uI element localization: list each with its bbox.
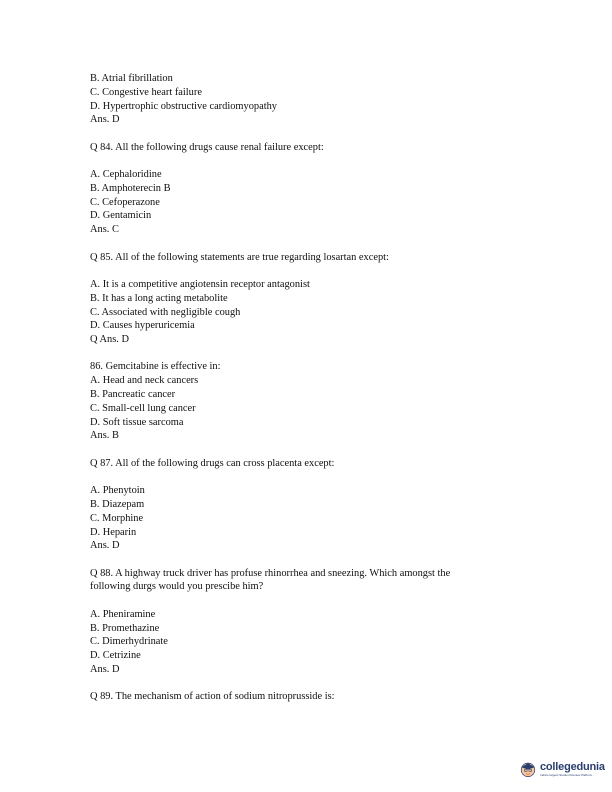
- question-text-line-2: following durgs would you prescibe him?: [90, 581, 264, 593]
- question-88: [90, 567, 530, 677]
- option-b: B. Diazepam: [90, 498, 145, 510]
- option-a: A. Head and neck cancers: [90, 375, 199, 387]
- option-b: B. It has a long acting metabolite: [90, 292, 228, 304]
- answer: Q Ans. D: [90, 334, 129, 346]
- answer: Ans. B: [90, 430, 119, 442]
- question-text: 86. Gemcitabine is effective in:: [90, 361, 221, 373]
- question-text: Q 84. All the following drugs cause renal failure except:: [90, 141, 324, 153]
- answer: Ans. D: [90, 663, 120, 675]
- option-c: C. Congestive heart failure: [90, 86, 202, 98]
- question-84: [90, 141, 530, 237]
- option-a: A. Cephaloridine: [90, 169, 162, 181]
- question-87: [90, 457, 530, 553]
- option-a: A. Pheniramine: [90, 608, 156, 620]
- question-text: Q 87. All of the following drugs can cross placenta except:: [90, 457, 335, 469]
- option-d: D. Cetrizine: [90, 650, 141, 662]
- question-text: Q 85. All of the following statements are true regarding losartan except:: [90, 251, 389, 263]
- option-a: A. Phenytoin: [90, 485, 145, 497]
- answer: Ans. D: [90, 114, 120, 126]
- answer: Ans. D: [90, 540, 120, 552]
- option-c: C. Morphine: [90, 512, 144, 524]
- logo-tagline: India's largest Student Review Platform: [540, 772, 593, 777]
- option-b: B. Amphoterecin B: [90, 182, 171, 194]
- option-c: C. Cefoperazone: [90, 196, 160, 208]
- collegedunia-logo: [519, 756, 605, 782]
- option-b: B. Atrial fibrillation: [90, 73, 173, 84]
- option-d: D. Hypertrophic obstructive cardiomyopathy: [90, 100, 277, 112]
- option-d: D. Heparin: [90, 526, 137, 538]
- document-page: [90, 72, 530, 718]
- option-b: B. Promethazine: [90, 622, 160, 634]
- logo-name: collegedunia: [540, 760, 605, 773]
- option-b: B. Pancreatic cancer: [90, 389, 176, 401]
- question-text-line-1: Q 88. A highway truck driver has profuse rhinorrhea and sneezing. Which amongst the: [90, 567, 451, 579]
- option-d: D. Causes hyperuricemia: [90, 320, 195, 332]
- question-text: Q 89. The mechanism of action of sodium nitroprusside is:: [90, 691, 335, 703]
- option-c: C. Associated with negligible cough: [90, 306, 241, 318]
- question-83-continuation: [90, 72, 530, 127]
- option-c: C. Small-cell lung cancer: [90, 402, 196, 414]
- logo-text: [540, 762, 605, 777]
- question-89: [90, 690, 530, 704]
- option-d: D. Gentamicin: [90, 210, 152, 222]
- option-a: A. It is a competitive angiotensin receptor antagonist: [90, 278, 310, 290]
- student-mascot-icon: [519, 760, 537, 778]
- answer: Ans. C: [90, 224, 119, 236]
- option-c: C. Dimerhydrinate: [90, 636, 168, 648]
- question-86: [90, 360, 530, 443]
- question-85: [90, 251, 530, 347]
- option-d: D. Soft tissue sarcoma: [90, 416, 184, 428]
